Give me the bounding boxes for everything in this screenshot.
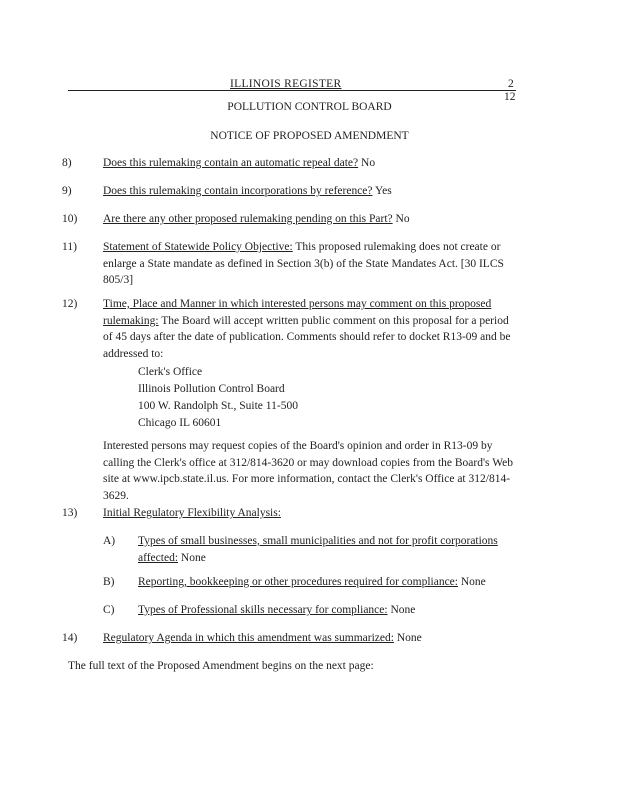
- item-13-number: 13): [62, 507, 78, 519]
- item-13c-answer: None: [387, 604, 416, 616]
- item-11-text: This proposed rulemaking does not create or enlarge a State mandate as defined in Section 3(b) of the State Mandates Act. [30 ILCS 805/3]: [103, 241, 504, 287]
- item-13b-label: Reporting, bookkeeping or other procedures required for compliance:: [138, 576, 458, 588]
- item-10-answer: No: [392, 213, 410, 225]
- item-14: [103, 630, 521, 647]
- item-13a: [138, 533, 523, 566]
- item-14-answer: None: [393, 632, 422, 644]
- item-9-answer: Yes: [372, 185, 392, 197]
- page-number: 2: [508, 78, 514, 90]
- item-13: [103, 505, 521, 522]
- page-number-sub: 12: [504, 91, 516, 103]
- item-11-label: Statement of Statewide Policy Objective:: [103, 241, 293, 253]
- item-12-text: The Board will accept written public comment on this proposal for a period of 45 days after the date of publication. Comments should refer to docket R13-09 and be addressed to:: [103, 314, 511, 361]
- item-13b-letter: B): [103, 576, 115, 588]
- item-13c-letter: C): [103, 604, 115, 616]
- item-10-label: Are there any other proposed rulemaking pending on this Part?: [103, 213, 393, 225]
- item-13c: [138, 602, 523, 619]
- item-13a-answer: None: [178, 551, 206, 564]
- notice-title: NOTICE OF PROPOSED AMENDMENT: [210, 130, 409, 142]
- item-11: [103, 239, 521, 289]
- item-8-label: Does this rulemaking contain an automatic repeal date?: [103, 157, 359, 169]
- address-line-1: Clerk's Office: [138, 366, 203, 378]
- item-9-label: Does this rulemaking contain incorporations by reference?: [103, 185, 373, 197]
- item-12-number: 12): [62, 298, 78, 310]
- register-title: ILLINOIS REGISTER: [230, 78, 342, 90]
- header-rule: [68, 90, 516, 91]
- item-13c-label: Types of Professional skills necessary for compliance:: [138, 604, 388, 616]
- item-12-label: Time, Place and Manner in which interested persons may comment on this proposed rulemaking:: [103, 298, 492, 327]
- item-9-number: 9): [62, 185, 72, 197]
- item-11-number: 11): [62, 241, 77, 253]
- agency-name: POLLUTION CONTROL BOARD: [227, 101, 392, 113]
- item-10: [103, 211, 521, 228]
- item-14-label: Regulatory Agenda in which this amendment was summarized:: [103, 632, 394, 644]
- item-12: [103, 296, 521, 363]
- item-13b: [138, 574, 523, 591]
- item-9: [103, 183, 521, 200]
- item-8-answer: No: [358, 157, 376, 169]
- address-line-2: Illinois Pollution Control Board: [138, 383, 285, 395]
- address-line-4: Chicago IL 60601: [138, 417, 222, 429]
- closing-statement: The full text of the Proposed Amendment begins on the next page:: [68, 660, 374, 672]
- item-10-number: 10): [62, 213, 78, 225]
- item-13-label: Initial Regulatory Flexibility Analysis:: [103, 507, 281, 519]
- item-8-number: 8): [62, 157, 72, 169]
- item-14-number: 14): [62, 632, 78, 644]
- item-13a-label: Types of small businesses, small municipalities and not for profit corporations affected:: [138, 535, 498, 564]
- address-line-3: 100 W. Randolph St., Suite 11-500: [138, 400, 298, 412]
- item-13a-letter: A): [103, 535, 116, 547]
- item-13b-answer: None: [457, 576, 486, 588]
- item-8: [103, 155, 521, 172]
- item-12-text-2: Interested persons may request copies of the Board's opinion and order in R13-09 by calling the Clerk's office at 312/814-3620 or may download copies from the Board's Web site at www.ipcb.state.il.us. For more information, contact the Clerk's Office at 312/814-3629.: [103, 440, 513, 503]
